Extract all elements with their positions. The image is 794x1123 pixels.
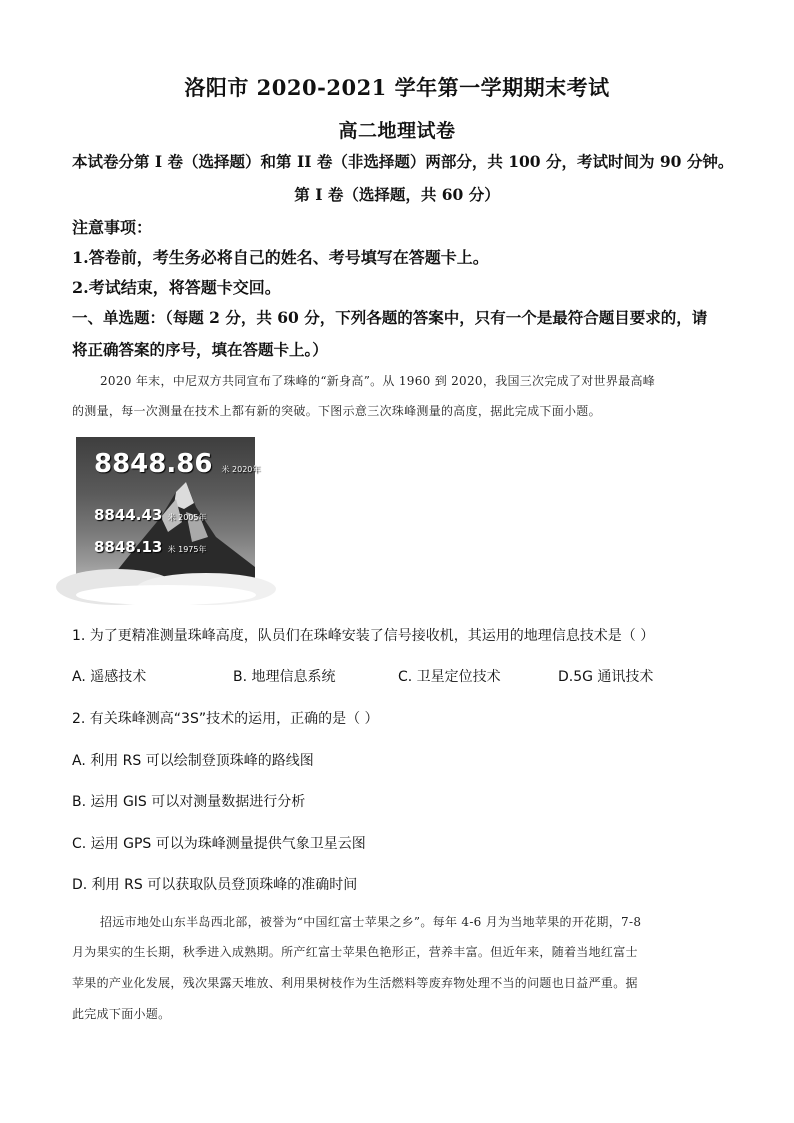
passage1-line1: 2020 年末，中尼双方共同宣布了珠峰的“新身高”。从 1960 到 2020，我国三次完成了对世界最高峰 [100, 374, 656, 388]
everest-height-figure [76, 437, 261, 597]
notice-item-1: 1.答卷前，考生务必将自己的姓名、考号填写在答题卡上。 [72, 248, 489, 267]
q1-option-b[interactable]: B. 地理信息系统 [233, 669, 336, 685]
height-2005-unit: 米 2005年 [167, 513, 207, 522]
exam-subtitle: 高二地理试卷 [338, 120, 456, 142]
notice-item-2: 2.考试结束，将答题卡交回。 [72, 278, 281, 297]
q1-option-d[interactable]: D.5G 通讯技术 [558, 669, 654, 685]
q2-option-a[interactable]: A. 利用 RS 可以绘制登顶珠峰的路线图 [72, 753, 314, 769]
question-2-stem: 2. 有关珠峰测高“3S”技术的运用，正确的是（ ） [72, 711, 379, 727]
height-1975-value: 8848.13 [94, 538, 163, 556]
q2-option-d[interactable]: D. 利用 RS 可以获取队员登顶珠峰的准确时间 [72, 877, 358, 893]
q2-option-b[interactable]: B. 运用 GIS 可以对测量数据进行分析 [72, 794, 306, 810]
passage2-line4: 此完成下面小题。 [72, 1007, 171, 1021]
part1-instructions-line2: 将正确答案的序号，填在答题卡上。） [72, 340, 328, 359]
passage2-line2: 月为果实的生长期，秋季进入成熟期。所产红富士苹果色艳形正，营养丰富。但近年来，随着当地红富士 [72, 945, 638, 959]
q2-option-c[interactable]: C. 运用 GPS 可以为珠峰测量提供气象卫星云图 [72, 836, 366, 852]
exam-title: 洛阳市 2020-2021 学年第一学期期末考试 [184, 75, 610, 100]
height-2005-value: 8844.43 [94, 506, 163, 524]
part1-instructions-line1: 一、单选题：（每题 2 分，共 60 分，下列各题的答案中，只有一个是最符合题目要求的，请 [72, 308, 708, 327]
exam-intro: 本试卷分第 I 卷（选择题）和第 II 卷（非选择题）两部分，共 100 分，考试时间为 90 分钟。 [72, 152, 734, 171]
passage2-line1: 招远市地处山东半岛西北部，被誉为“中国红富士苹果之乡”。每年 4-6 月为当地苹果的开花期，7-8 [100, 915, 642, 929]
q1-option-c[interactable]: C. 卫星定位技术 [398, 669, 501, 685]
height-1975-unit: 米 1975年 [167, 545, 207, 554]
question-1-stem: 1. 为了更精准测量珠峰高度，队员们在珠峰安装了信号接收机，其运用的地理信息技术是（ ） [72, 628, 655, 644]
passage2-line3: 苹果的产业化发展，残次果露天堆放、利用果树枝作为生活燃料等废弃物处理不当的问题也日益严重。据 [72, 976, 638, 990]
section-title: 第 I 卷（选择题，共 60 分） [294, 185, 500, 204]
q1-option-a[interactable]: A. 遥感技术 [72, 669, 147, 685]
height-2020-value: 8848.86 [94, 449, 213, 479]
height-2020-unit: 米 2020年 [221, 465, 261, 474]
passage1-line2: 的测量，每一次测量在技术上都有新的突破。下图示意三次珠峰测量的高度，据此完成下面小题。 [72, 404, 601, 418]
notice-heading: 注意事项： [72, 218, 153, 237]
